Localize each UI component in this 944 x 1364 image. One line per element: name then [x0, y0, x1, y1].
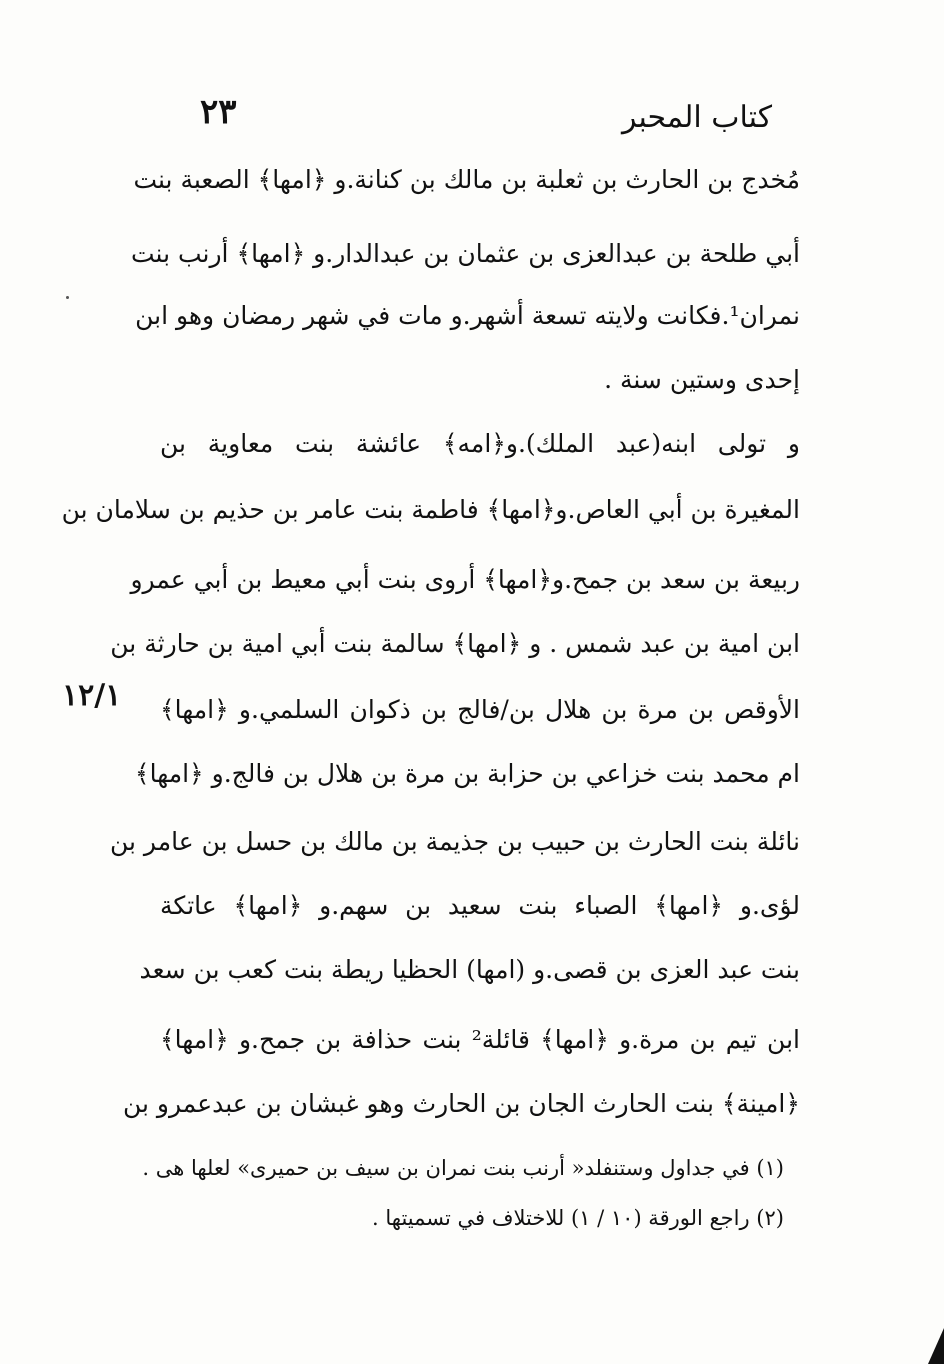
- text-line: ابن تيم بن مرة.و ﴿امها﴾ قائلة² بنت حذافة بن جمح.و ﴿امها﴾: [160, 1025, 800, 1054]
- page-header: [160, 92, 800, 142]
- text-line: ام محمد بنت خزاعي بن حزابة بن مرة بن هلال بن فالج.و ﴿امها﴾: [134, 759, 800, 788]
- text-line: ابن امية بن عبد شمس . و ﴿امها﴾ سالمة بنت أبي امية بن حارثة بن: [110, 629, 800, 658]
- text-line: ربيعة بن سعد بن جمح.و﴿امها﴾ أروى بنت أبي معيط بن أبي عمرو: [130, 565, 800, 594]
- text-line: أبي طلحة بن عبدالعزى بن عثمان بن عبدالدار.و ﴿امها﴾ أرنب بنت: [130, 239, 800, 268]
- text-line: لؤى.و ﴿امها﴾ الصباء بنت سعيد بن سهم.و ﴿امها﴾ عاتكة: [160, 891, 800, 920]
- footnote: (٢) راجع الورقة (١٠ / ١) للاختلاف في تسميتها .: [372, 1206, 784, 1230]
- text-line: نائلة بنت الحارث بن حبيب بن جذيمة بن مالك بن حسل بن عامر بن: [109, 827, 800, 856]
- text-line: المغيرة بن أبي العاص.و﴿امها﴾ فاطمة بنت عامر بن حذيم بن سلامان بن: [61, 495, 800, 524]
- text-line: إحدى وستين سنة .: [604, 365, 800, 394]
- footnote: (١) في جداول وستنفلد« أرنب بنت نمران بن سيف بن حميرى» لعلها هى .: [142, 1156, 784, 1180]
- text-line: مُخدج بن الحارث بن ثعلبة بن مالك بن كنانة.و ﴿امها﴾ الصعبة بنت: [133, 165, 800, 194]
- scan-speck: [66, 296, 69, 299]
- text-line: الأوقص بن مرة بن هلال بن/فالج بن ذكوان السلمي.و ﴿امها﴾: [160, 695, 800, 724]
- text-line: و تولى ابنه(عبد الملك).و﴿امه﴾ عائشة بنت معاوية بن: [160, 429, 800, 458]
- text-line: نمران¹.فكانت ولايته تسعة أشهر.و مات في شهر رمضان وهو ابن: [135, 301, 800, 330]
- text-line: ﴿امينة﴾ بنت الحارث الجان بن الحارث وهو غبشان بن عبدعمرو بن: [122, 1089, 800, 1118]
- page-number: ٢٣: [200, 92, 237, 132]
- scan-corner-mark: [928, 1328, 944, 1364]
- book-title: كتاب المحبر: [621, 100, 772, 135]
- text-line: بنت عبد العزى بن قصى.و (امها) الحظيا ريطة بنت كعب بن سعد: [139, 955, 800, 984]
- margin-folio-note: ١٢/١: [62, 678, 122, 713]
